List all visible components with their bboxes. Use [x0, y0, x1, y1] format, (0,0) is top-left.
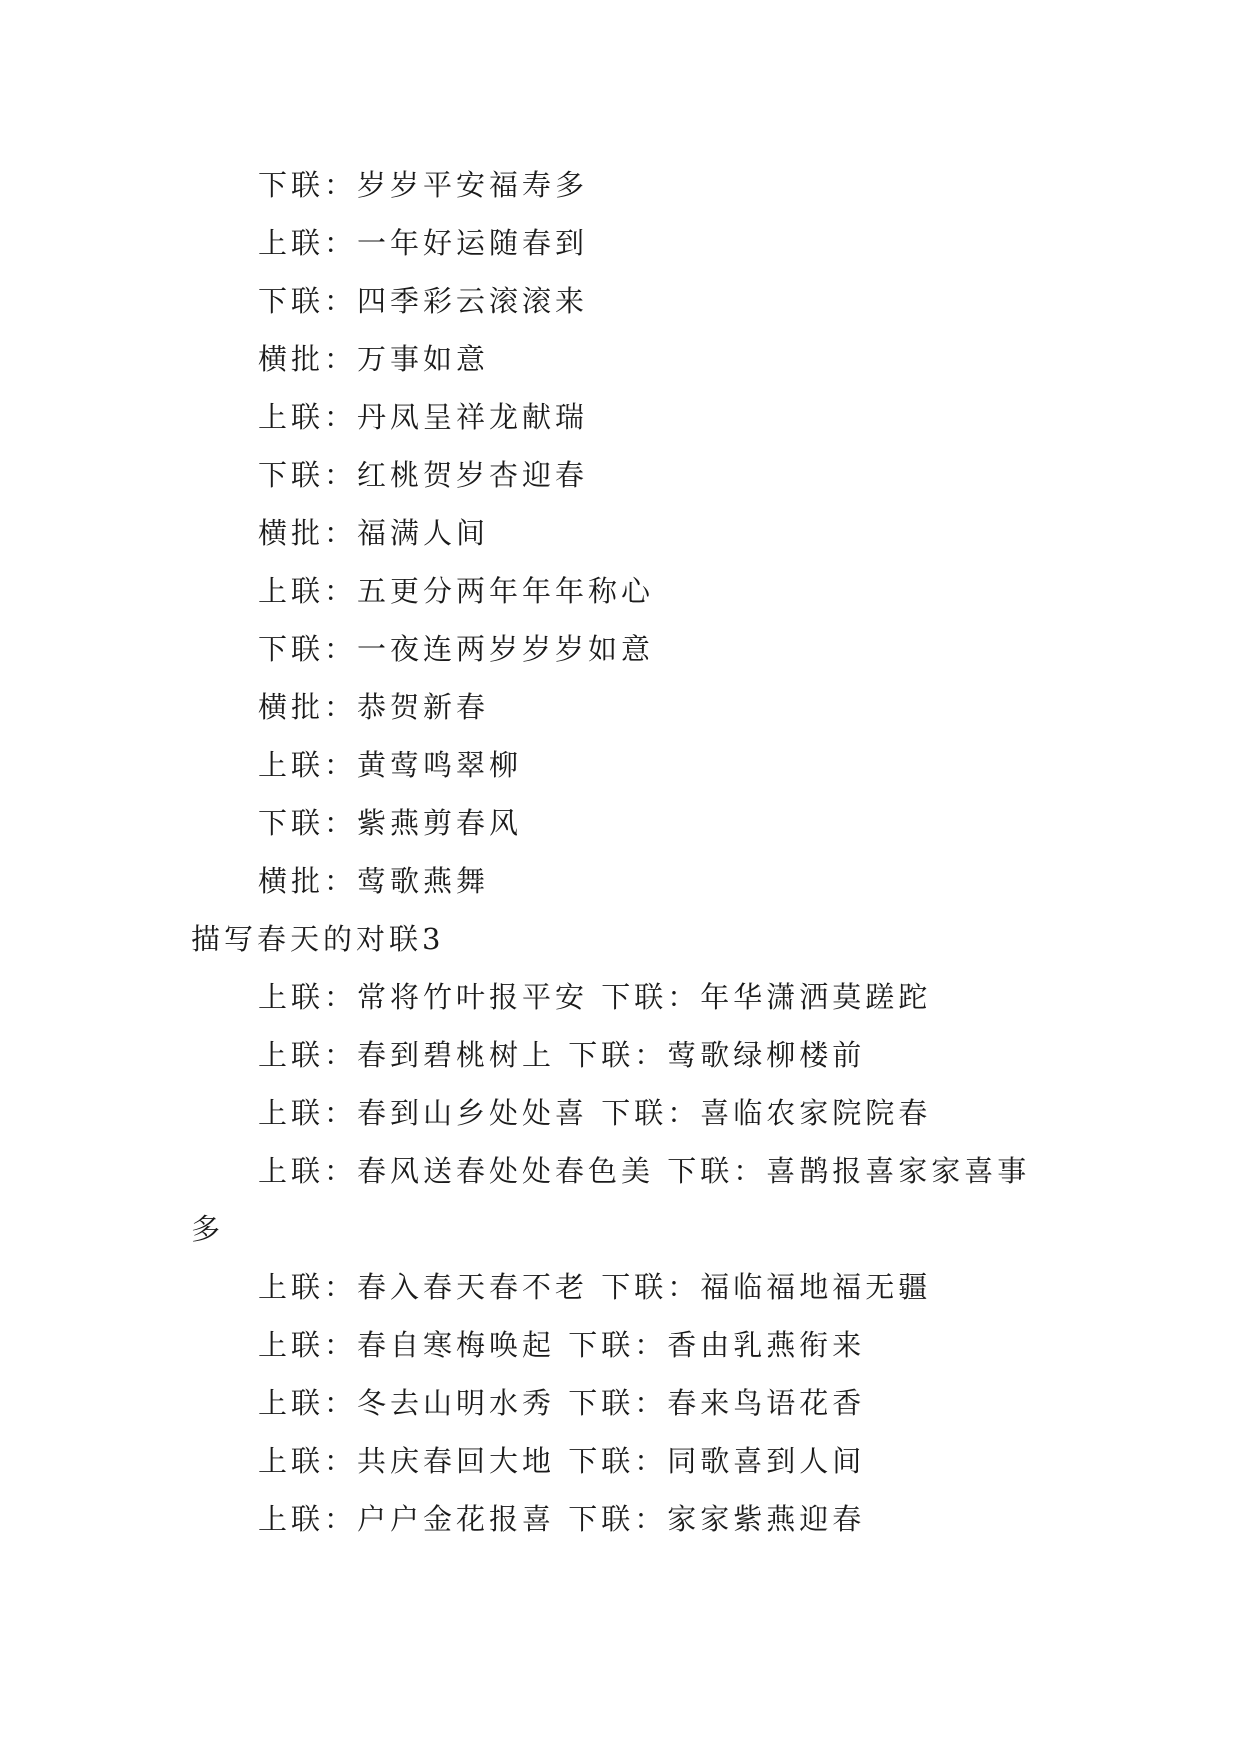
couplet-line: 下联：四季彩云滚滚来	[258, 284, 589, 318]
couplet-line: 下联：一夜连两岁岁岁如意	[258, 632, 655, 666]
couplet-line: 上联：户户金花报喜 下联：家家紫燕迎春	[258, 1502, 866, 1536]
couplet-line: 上联：春风送春处处春色美 下联：喜鹊报喜家家喜事	[258, 1154, 1031, 1188]
couplet-line: 上联：春到山乡处处喜 下联：喜临农家院院春	[258, 1096, 932, 1130]
couplet-line: 横批：万事如意	[258, 342, 490, 376]
couplet-line: 横批：福满人间	[258, 516, 490, 550]
couplet-line: 上联：春自寒梅唤起 下联：香由乳燕衔来	[258, 1328, 866, 1362]
couplet-line: 上联：春入春天春不老 下联：福临福地福无疆	[258, 1270, 932, 1304]
couplet-line: 上联：五更分两年年年称心	[258, 574, 655, 608]
couplet-line: 上联：冬去山明水秀 下联：春来鸟语花香	[258, 1386, 866, 1420]
couplet-line: 上联：一年好运随春到	[258, 226, 589, 260]
couplet-line: 上联：春到碧桃树上 下联：莺歌绿柳楼前	[258, 1038, 866, 1072]
couplet-line: 上联：黄莺鸣翠柳	[258, 748, 523, 782]
couplet-line: 下联：紫燕剪春风	[258, 806, 523, 840]
couplet-line: 上联：丹凤呈祥龙献瑞	[258, 400, 589, 434]
couplet-line: 下联：岁岁平安福寿多	[258, 168, 589, 202]
section-title: 描写春天的对联3	[191, 922, 445, 956]
couplet-line-continuation: 多	[191, 1212, 225, 1246]
couplet-line: 上联：常将竹叶报平安 下联：年华潇洒莫蹉跎	[258, 980, 932, 1014]
couplet-line: 横批：莺歌燕舞	[258, 864, 490, 898]
couplet-line: 下联：红桃贺岁杏迎春	[258, 458, 589, 492]
couplet-line: 横批：恭贺新春	[258, 690, 490, 724]
couplet-line: 上联：共庆春回大地 下联：同歌喜到人间	[258, 1444, 866, 1478]
